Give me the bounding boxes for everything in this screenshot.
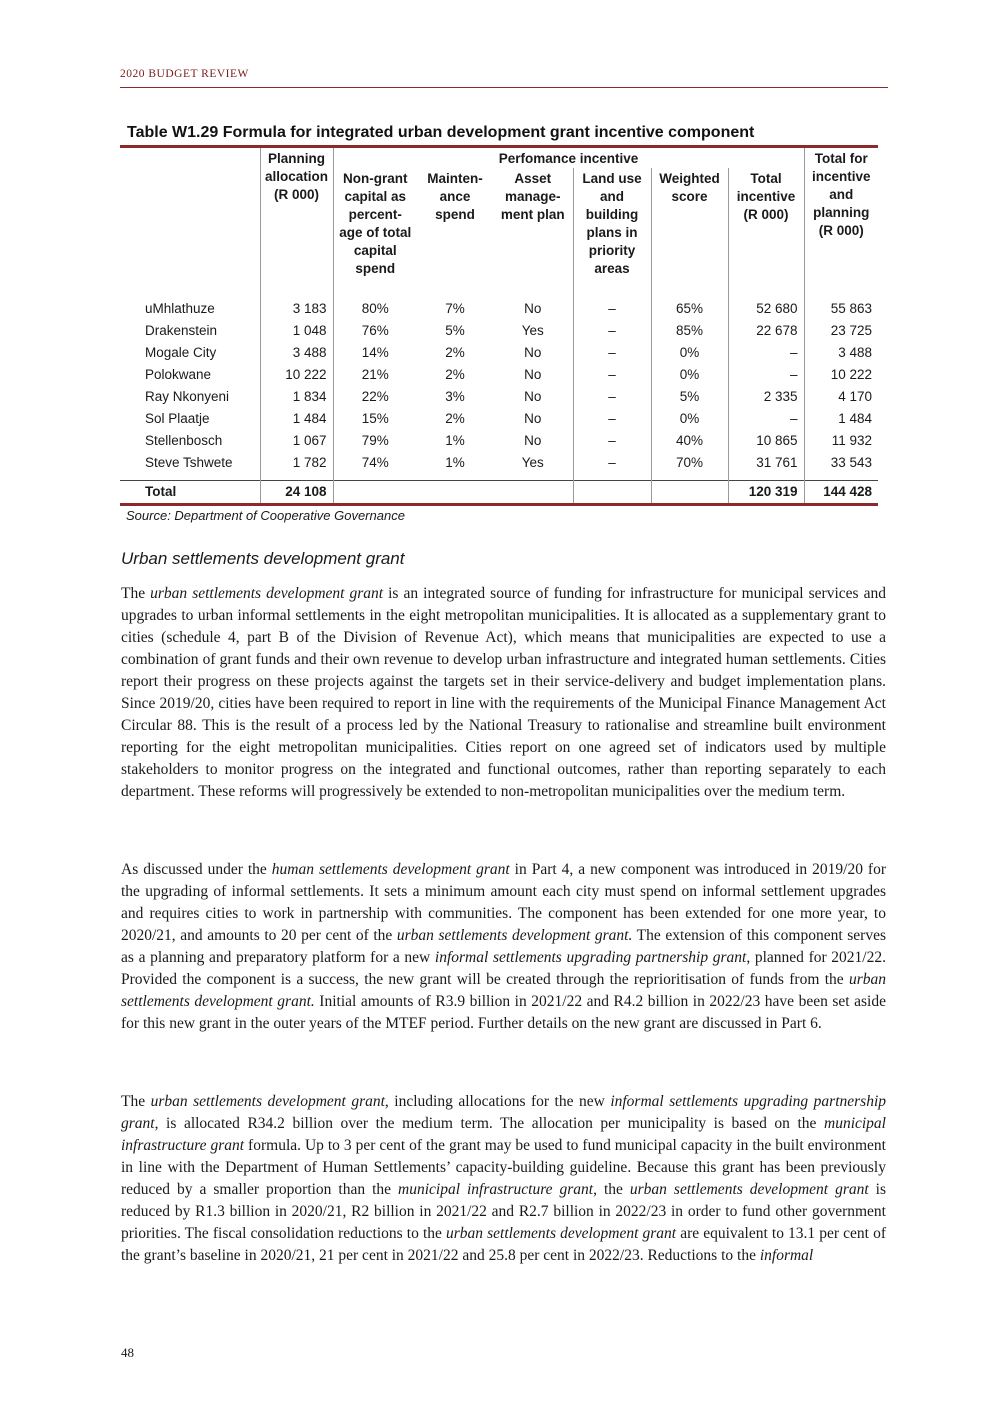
cell-maintenance: 2%: [445, 367, 465, 382]
body-paragraph-3: [121, 1091, 886, 1279]
italic-text-run: urban settlements development grant: [446, 1225, 677, 1242]
header-maintenance: Mainten- ance spend: [427, 171, 483, 222]
cell-maintenance: 2%: [445, 345, 465, 360]
cell-weighted: 40%: [651, 430, 728, 452]
header-performance-incentive: Perfomance incentive: [333, 148, 804, 168]
cell-maintenance: 7%: [445, 301, 465, 316]
cell-municipality: Sol Plaatje: [145, 411, 210, 426]
text-run: , is allocated R34.2 billion over the medium term. The allocation per municipality is based on the: [154, 1115, 824, 1132]
cell-municipality: Stellenbosch: [145, 433, 223, 448]
total-label: Total: [120, 481, 260, 505]
text-run: The: [121, 1093, 151, 1110]
cell-maintenance: 1%: [445, 455, 465, 470]
header-total-incentive: Total incentive (R 000): [728, 168, 804, 292]
text-run: formula. Up to 3 per cent of the grant may be used to fund municipal capacity in the built environment in line with the Department of Human Settlements’ capacity-building guideline. Because this grant has been previously reduced by a smaller proportion than the: [121, 1137, 886, 1198]
italic-text-run: municipal infrastructure grant: [121, 1115, 886, 1154]
section-heading: Urban settlements development grant: [121, 549, 405, 568]
italic-text-run: urban settlements development grant: [629, 1181, 869, 1198]
total-for-incentive: 144 428: [804, 481, 878, 505]
cell-total: 33 543: [804, 452, 878, 474]
cell-non-grant: 15%: [333, 408, 417, 430]
cell-weighted: 0%: [651, 364, 728, 386]
cell-maintenance: 1%: [445, 433, 465, 448]
table-body: [120, 292, 878, 481]
italic-text-run: urban settlements development grant: [150, 1093, 385, 1110]
italic-text-run: human settlements development grant: [271, 861, 510, 878]
table-row: [120, 430, 878, 452]
cell-total-incentive: 52 680: [728, 298, 804, 320]
cell-non-grant: 74%: [333, 452, 417, 474]
cell-weighted: 5%: [651, 386, 728, 408]
cell-weighted: 85%: [651, 320, 728, 342]
cell-weighted: 0%: [651, 408, 728, 430]
header-weighted-score: Weighted score: [651, 168, 728, 292]
cell-total: 1 484: [804, 408, 878, 430]
table-row: [120, 320, 878, 342]
text-run: , including allocations for the new: [384, 1093, 611, 1110]
cell-asset: No: [524, 367, 542, 382]
cell-planning: 1 484: [260, 408, 333, 430]
table-source: Source: Department of Cooperative Governance: [126, 508, 405, 523]
table-row: [120, 386, 878, 408]
cell-total-incentive: 2 335: [728, 386, 804, 408]
header-rule: [120, 87, 888, 88]
text-run: , planned for 2021/22. Provided the component is a success, the new grant will be created through the reprioritisation of funds from the: [121, 949, 886, 988]
header-municipality-sub: [120, 168, 260, 292]
header-land-use: Land use and building plans in priority areas: [573, 168, 651, 292]
cell-maintenance: 2%: [445, 411, 465, 426]
header-asset-management: Asset manage- ment plan: [500, 171, 565, 222]
cell-total-incentive: 22 678: [728, 320, 804, 342]
cell-maintenance: 5%: [445, 323, 465, 338]
cell-asset: No: [524, 389, 542, 404]
cell-municipality: Steve Tshwete: [145, 455, 233, 470]
incentive-table: [120, 148, 878, 506]
cell-planning: 1 834: [260, 386, 333, 408]
cell-planning: 10 222: [260, 364, 333, 386]
text-run: As discussed under the: [121, 861, 272, 878]
cell-land-use: –: [573, 298, 651, 320]
cell-land-use: –: [573, 364, 651, 386]
body-paragraph-1: [121, 583, 886, 815]
page-number: 48: [121, 1345, 134, 1360]
italic-text-run: informal settlements upgrading partnership grant: [434, 949, 747, 966]
italic-text-run: urban settlements development grant.: [396, 927, 633, 944]
cell-non-grant: 22%: [333, 386, 417, 408]
header-total-for-incentive: Total for incentive and planning (R 000): [804, 148, 878, 292]
cell-total: 55 863: [804, 298, 878, 320]
italic-text-run: informal: [759, 1247, 814, 1264]
header-municipality: [120, 148, 260, 168]
cell-planning: 3 183: [260, 298, 333, 320]
cell-land-use: –: [573, 452, 651, 474]
cell-land-use: –: [573, 320, 651, 342]
cell-non-grant: 76%: [333, 320, 417, 342]
table-total-row: [120, 481, 878, 505]
cell-municipality: Mogale City: [145, 345, 217, 360]
cell-asset: Yes: [521, 323, 544, 338]
cell-planning: 1 782: [260, 452, 333, 474]
text-run: is an integrated source of funding for infrastructure for municipal services and upgrades to urban informal settlements in the eight metropolitan municipalities. It is allocated as a supplementary grant to cities (schedule 4, part B of the Division of Revenue Act), which means that municipalities are expected to use a combination of grant funds and their own revenue to develop urban infrastructure and integrated human settlements. Cities report their progress on these projects against the targets set in their service-delivery and budget implementation plans. Since 2019/20, cities have been required to report in line with the requirements of the Municipal Finance Management Act Circular 88. This is the result of a process led by the National Treasury to rationalise and streamline built environment reporting for the eight metropolitan municipalities. Cities report on one agreed set of indicators used by multiple stakeholders to monitor progress on the integrated and functional outcomes, rather than reporting separately to each department. These reforms will progressively be extended to non-metropolitan municipalities over the medium term.: [121, 585, 886, 800]
cell-total-incentive: –: [728, 364, 804, 386]
cell-municipality: Polokwane: [145, 367, 212, 382]
cell-asset: No: [524, 345, 542, 360]
cell-total-incentive: 31 761: [728, 452, 804, 474]
cell-total-incentive: –: [728, 408, 804, 430]
text-run: is reduced by R1.3 billion in 2020/21, R2 billion in 2021/22 and R2.7 billion in 2022/23 in order to fund other government priorities. The fiscal consolidation reductions to the: [121, 1181, 886, 1242]
cell-land-use: –: [573, 342, 651, 364]
text-run: , the: [593, 1181, 630, 1198]
cell-total-incentive: 10 865: [728, 430, 804, 452]
header-non-grant: Non-grant capital as percent- age of total capital spend: [333, 168, 417, 292]
table-row: [120, 364, 878, 386]
cell-land-use: –: [573, 386, 651, 408]
italic-text-run: municipal infrastructure grant: [398, 1181, 594, 1198]
cell-non-grant: 79%: [333, 430, 417, 452]
cell-total: 11 932: [804, 430, 878, 452]
cell-total: 4 170: [804, 386, 878, 408]
cell-planning: 1 067: [260, 430, 333, 452]
text-run: The: [121, 585, 151, 602]
cell-total: 23 725: [804, 320, 878, 342]
cell-non-grant: 80%: [333, 298, 417, 320]
cell-land-use: –: [573, 408, 651, 430]
total-incentive: 120 319: [728, 481, 804, 505]
table-row: [120, 452, 878, 474]
italic-text-run: urban settlements development grant: [150, 585, 384, 602]
cell-municipality: Ray Nkonyeni: [145, 389, 230, 404]
cell-planning: 3 488: [260, 342, 333, 364]
cell-weighted: 65%: [651, 298, 728, 320]
cell-weighted: 70%: [651, 452, 728, 474]
italic-text-run: informal settlements upgrading partnership grant: [121, 1093, 886, 1132]
cell-non-grant: 21%: [333, 364, 417, 386]
cell-municipality: Drakenstein: [145, 323, 218, 338]
table-row: [120, 408, 878, 430]
cell-land-use: –: [573, 430, 651, 452]
body-paragraph-2: [121, 859, 886, 1047]
table-title: Table W1.29 Formula for integrated urban development grant incentive component: [127, 124, 755, 141]
cell-asset: Yes: [521, 455, 544, 470]
cell-total: 10 222: [804, 364, 878, 386]
cell-asset: No: [524, 411, 542, 426]
table-row: [120, 298, 878, 320]
italic-text-run: urban settlements development grant.: [121, 971, 886, 1010]
cell-total: 3 488: [804, 342, 878, 364]
text-run: The extension of this component serves as a planning and preparatory platform for a new: [121, 927, 886, 966]
running-header: 2020 BUDGET REVIEW: [120, 68, 249, 80]
text-run: Initial amounts of R3.9 billion in 2021/22 and R4.2 billion in 2022/23 have been set aside for this new grant in the outer years of the MTEF period. Further details on the new grant are discussed in Part 6.: [121, 993, 886, 1032]
cell-maintenance: 3%: [445, 389, 465, 404]
cell-non-grant: 14%: [333, 342, 417, 364]
text-run: are equivalent to 13.1 per cent of the grant’s baseline in 2020/21, 21 per cent in 2021/22 and 25.8 per cent in 2022/23. Reductions to the: [121, 1225, 886, 1264]
cell-total-incentive: –: [728, 342, 804, 364]
total-planning: 24 108: [260, 481, 333, 505]
cell-asset: No: [524, 433, 542, 448]
cell-planning: 1 048: [260, 320, 333, 342]
cell-asset: No: [524, 301, 542, 316]
text-run: in Part 4, a new component was introduced in 2019/20 for the upgrading of informal settlements. It sets a minimum amount each city must spend on informal settlement upgrades and requires cities to work in partnership with communities. The component has been extended for one more year, to 2020/21, and amounts to 20 per cent of the: [121, 861, 886, 944]
cell-weighted: 0%: [651, 342, 728, 364]
table-row: [120, 342, 878, 364]
header-planning-allocation: Planning allocation (R 000): [260, 148, 333, 292]
cell-municipality: uMhlathuze: [145, 301, 215, 316]
